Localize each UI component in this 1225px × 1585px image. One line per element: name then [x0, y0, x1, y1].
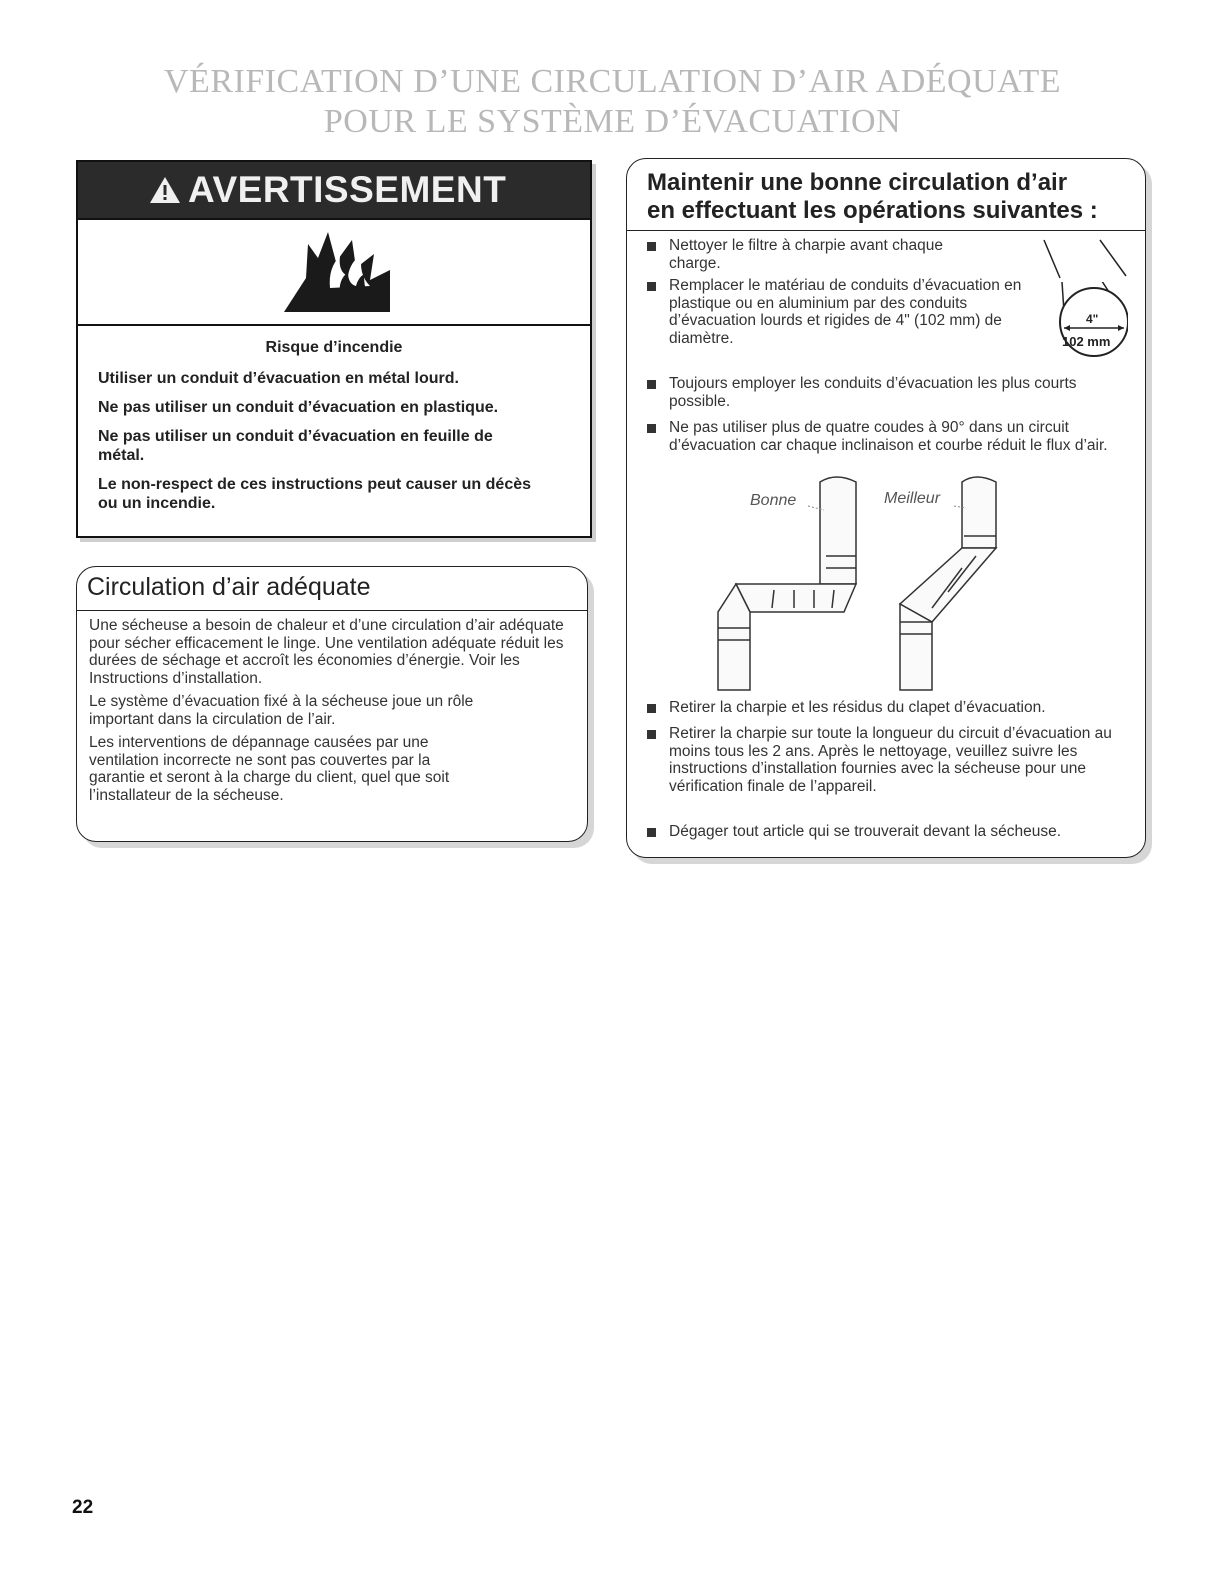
- circulation-paragraph: Le système d’évacuation fixé à la sécheuse joue un rôle important dans la circulation de l’air.: [89, 693, 474, 728]
- page-title-line-2: POUR LE SYSTÈME D’ÉVACUATION: [323, 103, 902, 140]
- bullet-square-icon: [647, 730, 656, 739]
- circulation-body: [77, 611, 587, 804]
- elbow-good-illustration: [718, 477, 856, 690]
- risk-heading: Risque d’incendie: [265, 339, 403, 356]
- bullet-square-icon: [647, 704, 656, 713]
- page-number: 22: [72, 1497, 94, 1518]
- list-item: Ne pas utiliser plus de quatre coudes à 90° dans un circuit d’évacuation car chaque inclinaison et courbe réduit le flux d’air.: [627, 419, 1127, 454]
- list-item: Remplacer le matériau de conduits d’évacuation en plastique ou en aluminium par des conduits d’évacuation lourds et rigides de 4" (102 mm) de diamètre.: [627, 277, 1022, 347]
- warning-line: Le non-respect de ces instructions peut causer un décès ou un incendie.: [98, 476, 532, 512]
- duct-inch-label: 4": [1086, 312, 1099, 326]
- list-item: Nettoyer le filtre à charpie avant chaque charge.: [627, 237, 997, 272]
- circulation-panel: [76, 566, 588, 842]
- elbow-better-illustration: [900, 477, 996, 690]
- bullet-square-icon: [647, 380, 656, 389]
- warning-line: Utiliser un conduit d’évacuation en métal lourd.: [98, 370, 459, 387]
- warning-triangle-icon: [148, 175, 182, 205]
- bullet-square-icon: [647, 242, 656, 251]
- warning-line: Ne pas utiliser un conduit d’évacuation en feuille de métal.: [98, 428, 493, 464]
- warning-header-text: AVERTISSEMENT: [188, 169, 507, 210]
- duct-mm-label: 102 mm: [1062, 334, 1111, 349]
- page-title: [0, 62, 1225, 142]
- list-item: Toujours employer les conduits d’évacuation les plus courts possible.: [627, 375, 1107, 410]
- maintain-heading-line-2: en effectuant les opérations suivantes :: [647, 197, 1098, 224]
- better-label: Meilleur: [884, 490, 941, 507]
- fire-icon: [278, 228, 398, 314]
- elbow-comparison-illustration: [710, 472, 1030, 698]
- warning-body: [78, 326, 590, 513]
- circulation-paragraph: Les interventions de dépannage causées par une ventilation incorrecte ne sont pas couvertes par la garantie et seront à la charge du client, quel que soit l’installateur de la sécheuse.: [89, 734, 450, 804]
- bullet-square-icon: [647, 424, 656, 433]
- bullet-square-icon: [647, 282, 656, 291]
- warning-header: [78, 162, 590, 220]
- list-item: Retirer la charpie et les résidus du clapet d’évacuation.: [627, 699, 1127, 717]
- good-label: Bonne: [750, 492, 797, 509]
- circulation-heading: Circulation d’air adéquate: [77, 567, 587, 611]
- list-item: Retirer la charpie sur toute la longueur du circuit d’évacuation au moins tous les 2 ans. Après le nettoyage, veuillez suivre les instructions d’installation fournies avec la sécheuse pour une vérification finale de l’appareil.: [627, 725, 1127, 795]
- duct-diameter-illustration: [1040, 238, 1136, 282]
- maintain-heading-line-1: Maintenir une bonne circulation d’air: [647, 169, 1068, 196]
- maintain-heading: [627, 159, 1145, 231]
- warning-box: [76, 160, 592, 538]
- circulation-paragraph: Une sécheuse a besoin de chaleur et d’une circulation d’air adéquate pour sécher efficacement le linge. Une ventilation adéquate réduit les durées de séchage et accroît les économies d’énergie. Voir les Instructions d’installation.: [89, 617, 564, 687]
- list-item: Dégager tout article qui se trouverait devant la sécheuse.: [627, 823, 1132, 841]
- bullet-square-icon: [647, 828, 656, 837]
- page-title-line-1: VÉRIFICATION D’UNE CIRCULATION D’AIR ADÉQUATE: [164, 63, 1061, 100]
- warning-symbol-area: [78, 220, 590, 326]
- warning-line: Ne pas utiliser un conduit d’évacuation en plastique.: [98, 399, 499, 416]
